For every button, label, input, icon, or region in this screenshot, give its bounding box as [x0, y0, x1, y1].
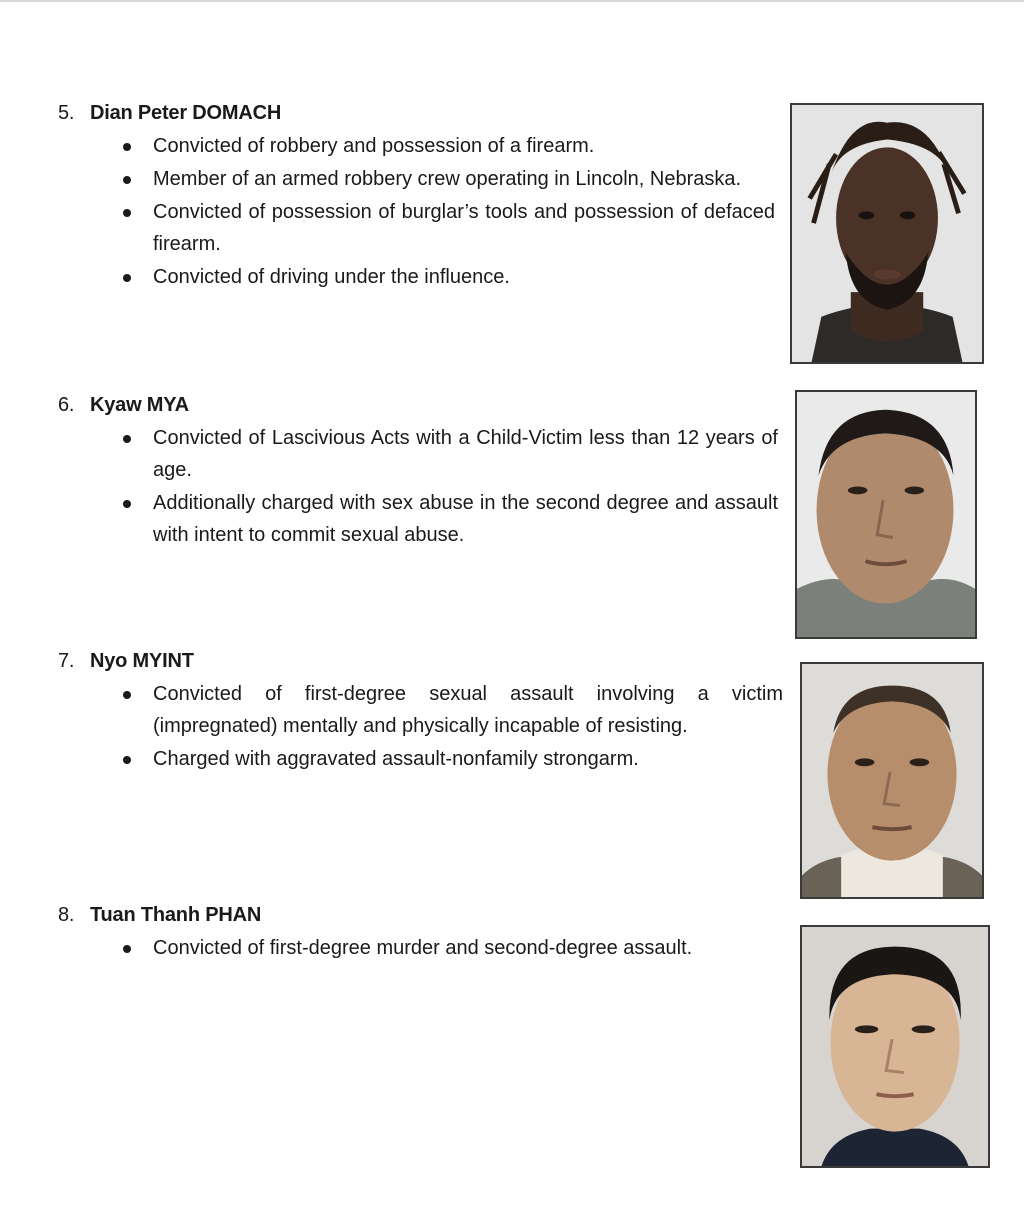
- bullet-item: Convicted of Lascivious Acts with a Child-Victim less than 12 years of age.: [120, 422, 778, 486]
- bullet-item: Convicted of first-degree murder and second-degree assault.: [120, 932, 780, 964]
- entry-heading: [58, 650, 194, 673]
- bullet-item: Charged with aggravated assault-nonfamily strongarm.: [120, 743, 783, 775]
- entry-name: Dian Peter DOMACH: [90, 102, 282, 124]
- entry-bullet-list: [120, 130, 775, 294]
- bullet-item: Convicted of possession of burglar’s tools and possession of defaced firearm.: [120, 196, 775, 260]
- entry-bullet-list: [120, 932, 780, 965]
- entry-number: 7.: [58, 650, 75, 672]
- mugshot-photo: [800, 925, 990, 1168]
- bullet-item: Convicted of robbery and possession of a firearm.: [120, 130, 775, 162]
- top-divider: [0, 0, 1024, 2]
- entry-bullet-list: [120, 678, 783, 776]
- entry-number: 6.: [58, 394, 75, 416]
- bullet-item: Convicted of driving under the influence.: [120, 261, 775, 293]
- entry-name: Nyo MYINT: [90, 650, 194, 672]
- entry-name: Kyaw MYA: [90, 394, 189, 416]
- bullet-item: Member of an armed robbery crew operating in Lincoln, Nebraska.: [120, 163, 775, 195]
- mugshot-photo: [790, 103, 984, 364]
- bullet-item: Convicted of first-degree sexual assault involving a victim (impregnated) mentally and physically incapable of resisting.: [120, 678, 783, 742]
- mugshot-photo: [795, 390, 977, 639]
- bullet-item: Additionally charged with sex abuse in the second degree and assault with intent to commit sexual abuse.: [120, 487, 778, 551]
- entry-heading: [58, 904, 261, 927]
- entry-number: 8.: [58, 904, 75, 926]
- mugshot-photo: [800, 662, 984, 899]
- entry-name: Tuan Thanh PHAN: [90, 904, 262, 926]
- entry-heading: [58, 102, 281, 125]
- entry-heading: [58, 394, 189, 417]
- entry-number: 5.: [58, 102, 75, 124]
- entry-bullet-list: [120, 422, 778, 552]
